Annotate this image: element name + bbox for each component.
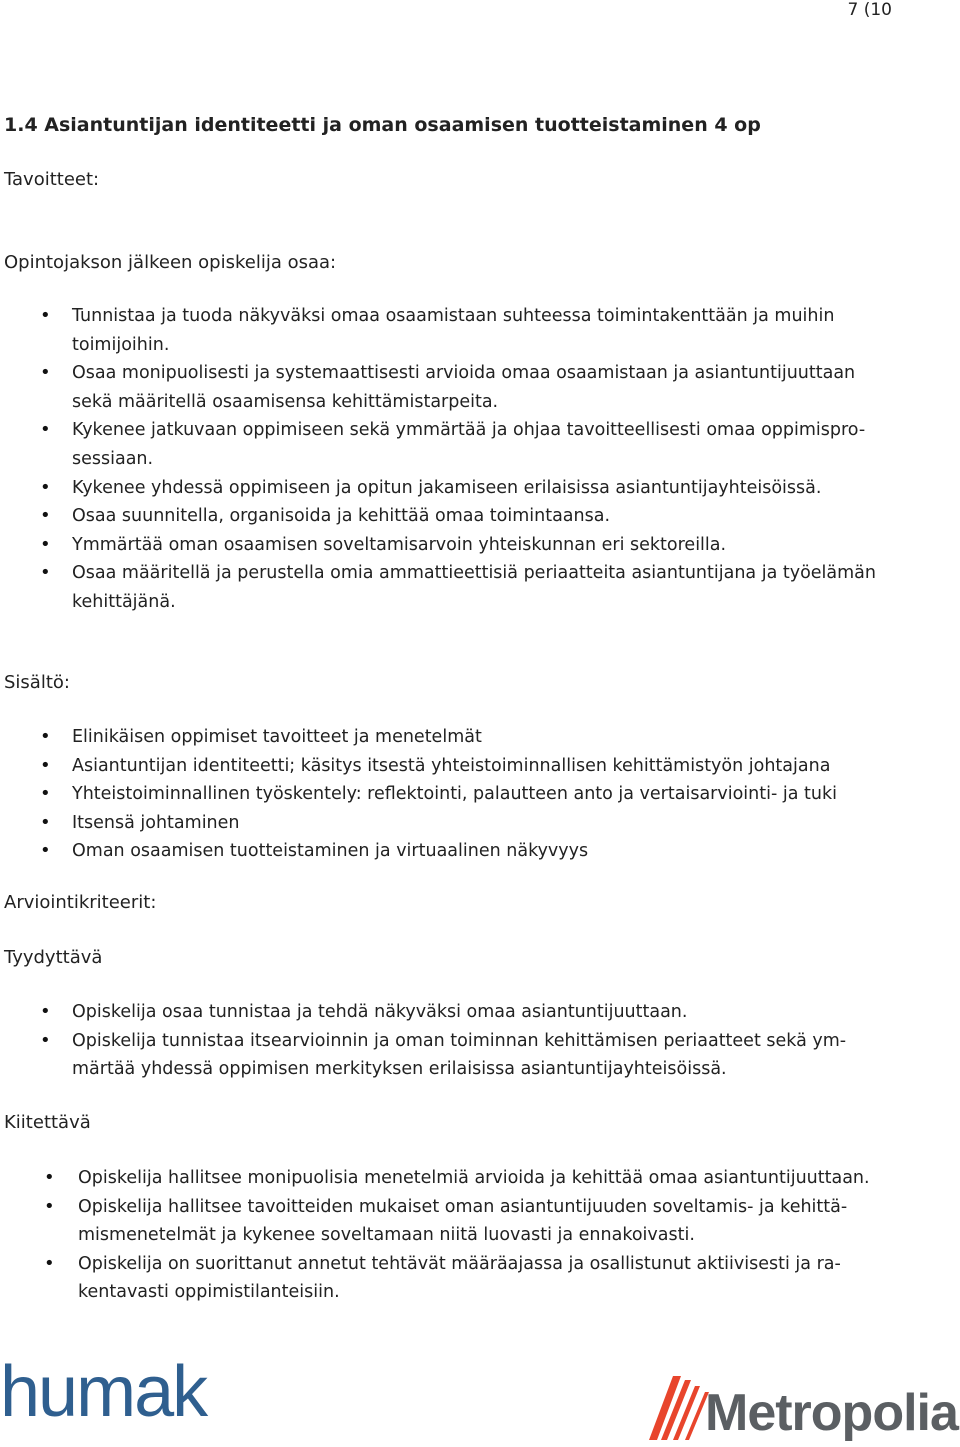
list-item: • Opiskelija tunnistaa itsearvioinnin ja oman toiminnan kehittämisen periaatteet sekä ym- märtää yhdessä oppimisen merkityksen erilaisissa asiantuntijayhteisöissä.	[0, 1027, 892, 1084]
list-item: • Ymmärtää oman osaamisen soveltamisarvoin yhteiskunnan eri sektoreilla.	[0, 531, 892, 560]
humak-logo-text: humak	[0, 1360, 207, 1432]
list-item: • Osaa määritellä ja perustella omia ammattieettisiä periaatteita asiantuntijana ja työelämän kehittäjänä.	[0, 559, 892, 616]
excellent-heading: Kiitettävä	[4, 1112, 91, 1133]
metropolia-logo-text: Metropolia	[705, 1384, 958, 1442]
list-item: • Tunnistaa ja tuoda näkyväksi omaa osaamistaan suhteessa toimintakenttään ja muihin toimijoihin.	[0, 302, 892, 359]
goals-intro: Opintojakson jälkeen opiskelija osaa:	[4, 252, 337, 273]
list-item: • Opiskelija hallitsee monipuolisia menetelmiä arvioida ja kehittää omaa asiantuntijuuttaan.	[0, 1164, 898, 1193]
excellent-list	[0, 1164, 898, 1307]
list-item: • Itsensä johtaminen	[0, 809, 892, 838]
section-title: 1.4 Asiantuntijan identiteetti ja oman osaamisen tuotteistaminen 4 op	[4, 114, 761, 136]
list-item: • Kykenee jatkuvaan oppimiseen sekä ymmärtää ja ohjaa tavoitteellisesti omaa oppimispro- sessiaan.	[0, 416, 892, 473]
satisfactory-heading: Tyydyttävä	[4, 947, 103, 968]
metropolia-logo	[643, 1370, 960, 1446]
list-item: • Opiskelija on suorittanut annetut tehtävät määräajassa ja osallistunut aktiivisesti ja ra- kentavasti oppimistilanteisiin.	[0, 1250, 898, 1307]
list-item: • Osaa suunnitella, organisoida ja kehittää omaa toimintaansa.	[0, 502, 892, 531]
goals-list	[0, 302, 892, 617]
goals-heading: Tavoitteet:	[4, 169, 100, 190]
humak-logo	[0, 1360, 215, 1436]
list-item: • Asiantuntijan identiteetti; käsitys itsestä yhteistoiminnallisen kehittämistyön johtajana	[0, 752, 892, 781]
criteria-heading: Arviointikriteerit:	[4, 892, 157, 913]
list-item: • Osaa monipuolisesti ja systemaattisesti arvioida omaa osaamistaan ja asiantuntijuuttaan sekä määritellä osaamisensa kehittämistarpeita.	[0, 359, 892, 416]
metropolia-mark-icon	[649, 1376, 709, 1440]
list-item: • Kykenee yhdessä oppimiseen ja opitun jakamiseen erilaisissa asiantuntijayhteisöissä.	[0, 474, 892, 503]
list-item: • Oman osaamisen tuotteistaminen ja virtuaalinen näkyvyys	[0, 837, 892, 866]
list-item: • Yhteistoiminnallinen työskentely: reflektointi, palautteen anto ja vertaisarviointi- ja tuki	[0, 780, 892, 809]
content-list	[0, 723, 892, 866]
satisfactory-list	[0, 998, 892, 1084]
content-heading: Sisältö:	[4, 672, 70, 693]
page-number: 7 (10	[847, 0, 892, 20]
list-item: • Opiskelija hallitsee tavoitteiden mukaiset oman asiantuntijuuden soveltamis- ja kehittä- mismenetelmät ja kykenee soveltamaan niitä luovasti ja ennakoivasti.	[0, 1193, 898, 1250]
list-item: • Elinikäisen oppimiset tavoitteet ja menetelmät	[0, 723, 892, 752]
list-item: • Opiskelija osaa tunnistaa ja tehdä näkyväksi omaa asiantuntijuuttaan.	[0, 998, 892, 1027]
